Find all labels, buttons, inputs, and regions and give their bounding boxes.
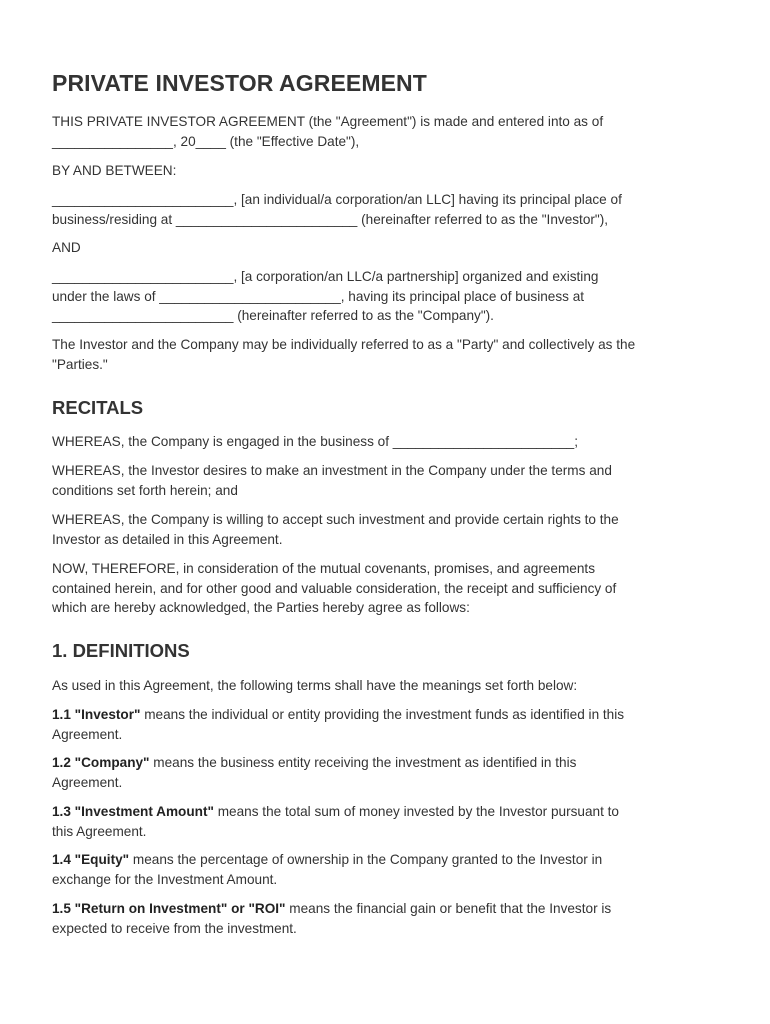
definition-text-cont: Agreement. [52,774,123,790]
recital-4-line-3: which are hereby acknowledged, the Parties hereby agree as follows: [52,600,470,615]
intro-paragraph [52,112,722,151]
company-line-2: under the laws of ________________________, having its principal place of business at [52,288,585,304]
intro-line-1: THIS PRIVATE INVESTOR AGREEMENT (the "Agreement") is made and entered into as of [52,114,604,129]
definition-text: means the individual or entity providing the investment funds as identified in this [140,707,625,722]
investor-line-2: business/residing at ________________________ (hereinafter referred to as the "Investor"), [52,211,609,227]
recital-3-line-1: WHEREAS, the Company is willing to accept such investment and provide certain rights to the [52,512,619,527]
definition-text: means the business entity receiving the investment as identified in this [149,755,577,770]
recital-2-line-2: conditions set forth herein; and [52,482,238,498]
definition-text-cont: this Agreement. [52,823,147,839]
company-line-1: ________________________, [a corporation/an LLC/a partnership] organized and existing [52,269,599,284]
recital-4 [52,559,722,618]
recital-3 [52,510,722,549]
definition-term: 1.2 "Company" [52,755,150,770]
recitals-heading: RECITALS [52,397,144,418]
definition-item [52,899,722,938]
definitions-heading: 1. DEFINITIONS [52,640,190,661]
recital-2-line-1: WHEREAS, the Investor desires to make an investment in the Company under the terms and [52,463,612,478]
definition-item [52,802,722,841]
company-paragraph [52,267,722,326]
definition-text-cont: exchange for the Investment Amount. [52,871,278,887]
recital-3-line-2: Investor as detailed in this Agreement. [52,531,283,547]
definition-term: 1.4 "Equity" [52,852,130,867]
definition-text: means the percentage of ownership in the Company granted to the Investor in [129,852,603,867]
recital-1: WHEREAS, the Company is engaged in the business of ________________________; [52,434,579,449]
definition-term: 1.1 "Investor" [52,707,141,722]
by-and-between: BY AND BETWEEN: [52,163,177,178]
definition-text-cont: Agreement. [52,726,123,742]
definition-text: means the total sum of money invested by the Investor pursuant to [213,804,619,819]
definitions-intro: As used in this Agreement, the following terms shall have the meanings set forth below: [52,678,578,693]
intro-line-2: ________________, 20____ (the "Effective Date"), [52,133,360,149]
definition-text: means the financial gain or benefit that the Investor is [285,901,612,916]
recital-2 [52,461,722,500]
definition-term: 1.3 "Investment Amount" [52,804,214,819]
definition-term: 1.5 "Return on Investment" or "ROI" [52,901,286,916]
document-title: PRIVATE INVESTOR AGREEMENT [52,70,427,96]
definition-text-cont: expected to receive from the investment. [52,920,297,936]
parties-line-2: "Parties." [52,356,108,372]
definition-item [52,753,722,792]
company-line-3: ________________________ (hereinafter referred to as the "Company"). [52,308,494,323]
parties-paragraph [52,335,722,374]
recital-4-line-2: contained herein, and for other good and valuable consideration, the receipt and sufficiency of [52,580,617,596]
investor-line-1: ________________________, [an individual/a corporation/an LLC] having its principal place of [52,192,622,207]
investor-paragraph [52,190,722,229]
recital-4-line-1: NOW, THEREFORE, in consideration of the mutual covenants, promises, and agreements [52,561,595,576]
parties-line-1: The Investor and the Company may be individually referred to as a "Party" and collectively as the [52,337,636,352]
definition-item [52,850,722,889]
definition-item [52,705,722,744]
and-label: AND [52,240,81,255]
